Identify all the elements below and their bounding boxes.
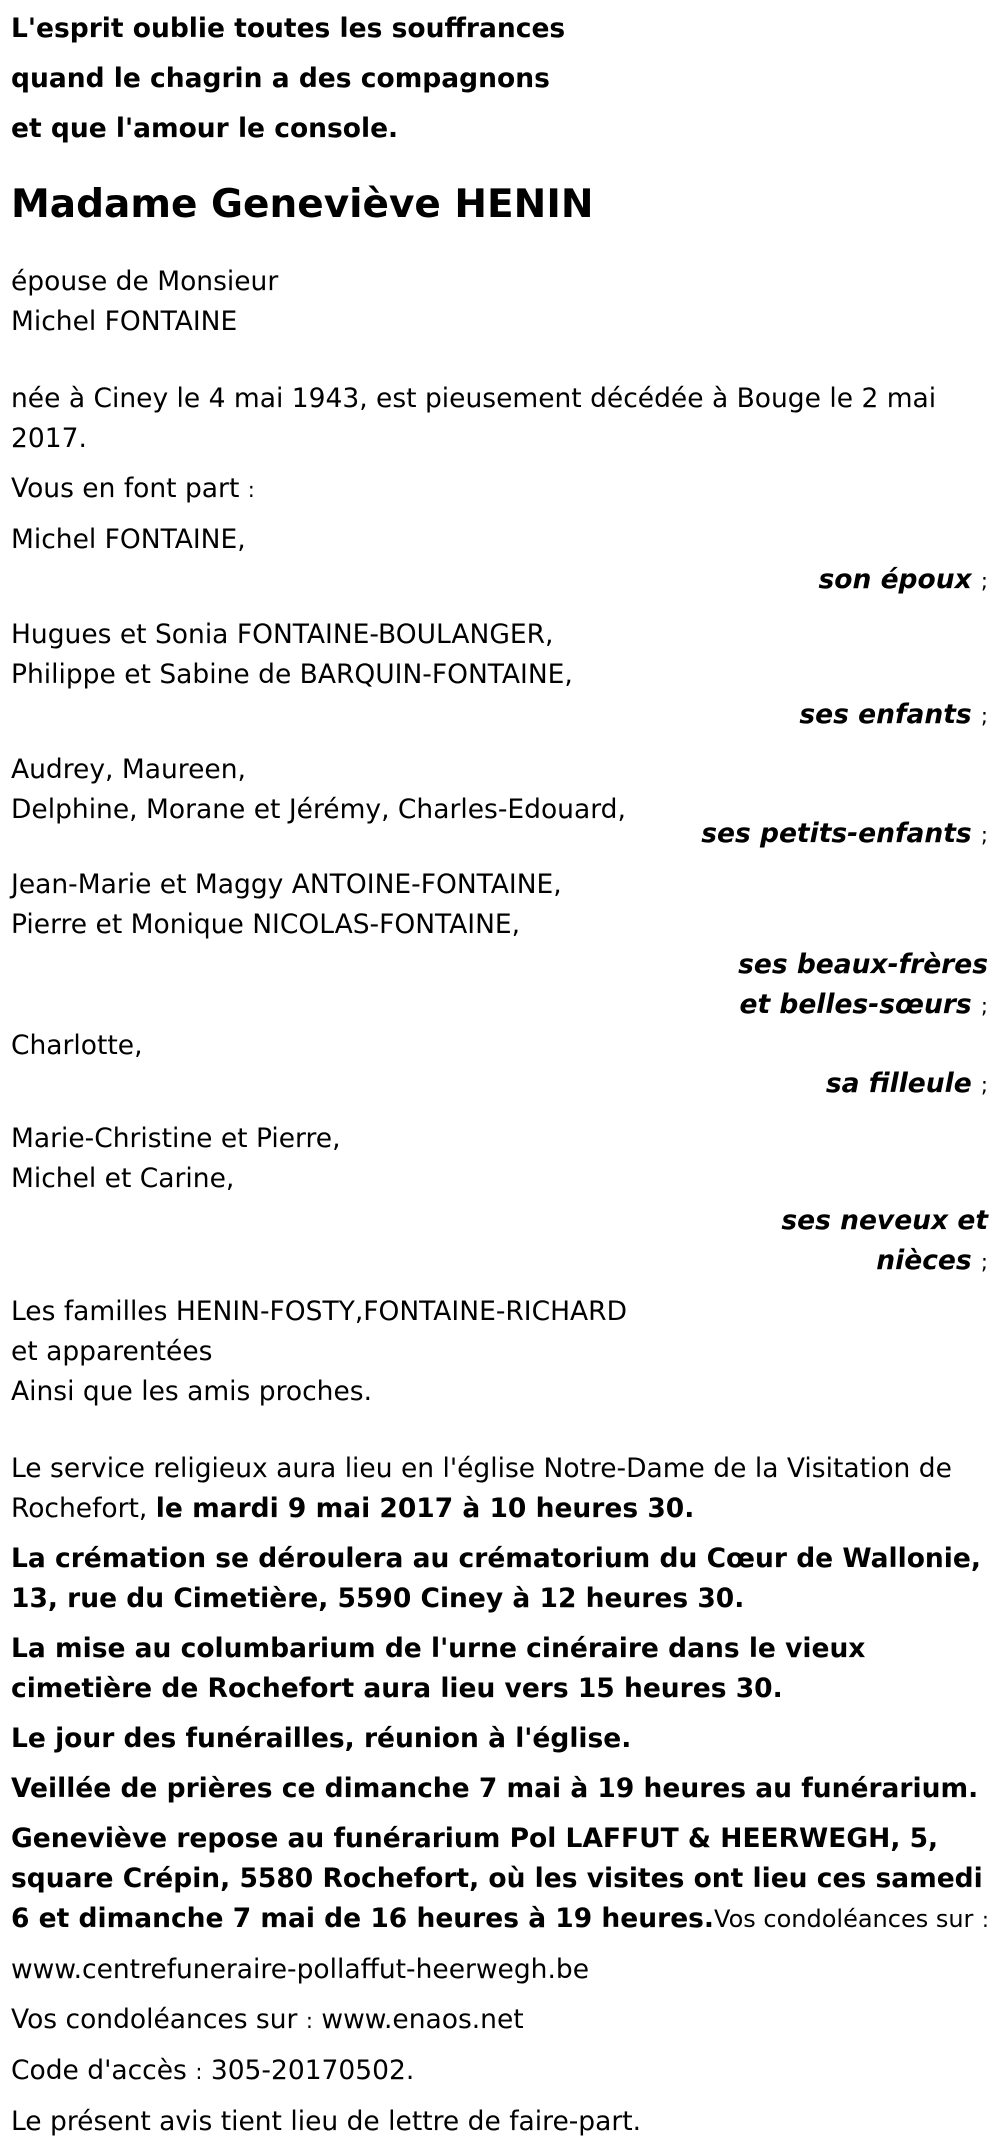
access-code-value: 305-20170502. [210,2055,415,2086]
obituary-notice [11,4,991,2142]
service-date: le mardi 9 mai 2017 à 10 heures 30. [155,1493,695,1524]
family-role [11,1201,991,1241]
semicolon-mark: ; [980,823,988,847]
colon-mark: : [195,2060,203,2084]
family-role-text: ses enfants [799,699,972,730]
semicolon-mark: ; [980,1073,988,1097]
announce-intro-text: Vous en font part [11,473,240,504]
semicolon-mark: ; [980,994,988,1018]
family-group [11,520,991,601]
condolences-line [11,2000,991,2041]
family-role-text: et belles-sœurs [739,989,972,1020]
colon-mark: : [305,2009,313,2033]
semicolon-mark: ; [980,1250,988,1274]
columbarium-paragraph: La mise au columbarium de l'urne cinéraire dans le vieux cimetière de Rochefort aura lieu vers 15 heures 30. [11,1633,866,1704]
family-role [11,1241,991,1282]
spouse-intro-line: épouse de Monsieur [11,266,279,297]
epigraph-line: et que l'amour le console. [11,113,399,144]
family-member-line: Audrey, Maureen, [11,754,246,785]
family-member-line: Michel FONTAINE, [11,524,246,555]
extended-families [11,1292,991,1412]
access-code-line [11,2051,991,2092]
funeral-home-website: www.centrefuneraire-pollaffut-heerwegh.be [11,1954,590,1985]
condolences-label: Vos condoléances sur [11,2004,298,2035]
family-group [11,865,991,1026]
rest-text: Geneviève repose au funérarium Pol LAFFUT & HEERWEGH, 5, square Crépin, 5580 Rochefort, où les visites ont lieu ces samedi 6 et dimanche 7 mai de 16 heures à 19 heures. [11,1823,983,1934]
condolences-intro: Vos condoléances sur [714,1905,974,1933]
condolences-website: www.enaos.net [321,2004,524,2035]
family-member-line: Pierre et Monique NICOLAS-FONTAINE, [11,909,521,940]
service-text: Le service religieux aura lieu en l'église Notre-Dame de la Visitation de Rochefort, [11,1453,952,1524]
epigraph-line: quand le chagrin a des compagnons [11,63,550,94]
family-group [11,615,991,736]
family-role-text: sa filleule [825,1068,972,1099]
family-member-line: Delphine, Morane et Jérémy, Charles-Edouard, [11,794,626,825]
epigraph [11,4,991,154]
family-role-text: ses neveux et [781,1205,988,1236]
family-member-line: Marie-Christine et Pierre, [11,1123,341,1154]
semicolon-mark: ; [980,704,988,728]
rest-paragraph [11,1819,991,1940]
colon-mark: : [247,478,255,502]
family-role-text: ses petits-enfants [701,818,972,849]
semicolon-mark: ; [980,569,988,593]
family-role [11,945,991,985]
family-role [11,1064,991,1105]
family-member-line: Charlotte, [11,1030,143,1061]
spouse-intro [11,262,991,342]
families-line: Ainsi que les amis proches. [11,1376,373,1407]
families-line: et apparentées [11,1336,213,1367]
closing-statement: Le présent avis tient lieu de lettre de faire-part. [11,2106,642,2137]
cremation-paragraph: La crémation se déroulera au crématorium du Cœur de Wallonie, 13, rue du Cimetière, 5590 Ciney à 12 heures 30. [11,1543,981,1614]
service-paragraph [11,1449,991,1529]
deceased-name: Madame Geneviève HENIN [11,182,594,227]
epigraph-line: L'esprit oublie toutes les souffrances [11,13,566,44]
family-role-text: ses beaux-frères [738,949,988,980]
family-member-line: Philippe et Sabine de BARQUIN-FONTAINE, [11,659,573,690]
funeral-day-paragraph: Le jour des funérailles, réunion à l'église. [11,1723,632,1754]
spouse-intro-line: Michel FONTAINE [11,306,238,337]
family-member-line: Hugues et Sonia FONTAINE-BOULANGER, [11,619,554,650]
birth-death-statement: née à Ciney le 4 mai 1943, est pieusement décédée à Bouge le 2 mai 2017. [11,383,937,454]
announce-intro [11,469,991,510]
family-role-text: son époux [818,564,972,595]
family-role [11,695,991,736]
family-role-text: nièces [876,1245,972,1276]
vigil-paragraph: Veillée de prières ce dimanche 7 mai à 19 heures au funérarium. [11,1773,979,1804]
access-code-label: Code d'accès [11,2055,187,2086]
colon-mark: : [981,1908,989,1932]
families-line: Les familles HENIN-FOSTY,FONTAINE-RICHARD [11,1296,627,1327]
family-role [11,985,991,1026]
family-group [11,750,991,855]
family-group [11,1026,991,1105]
family-group [11,1119,991,1282]
family-member-line: Michel et Carine, [11,1163,235,1194]
family-member-line: Jean-Marie et Maggy ANTOINE-FONTAINE, [11,869,562,900]
family-role [11,560,991,601]
